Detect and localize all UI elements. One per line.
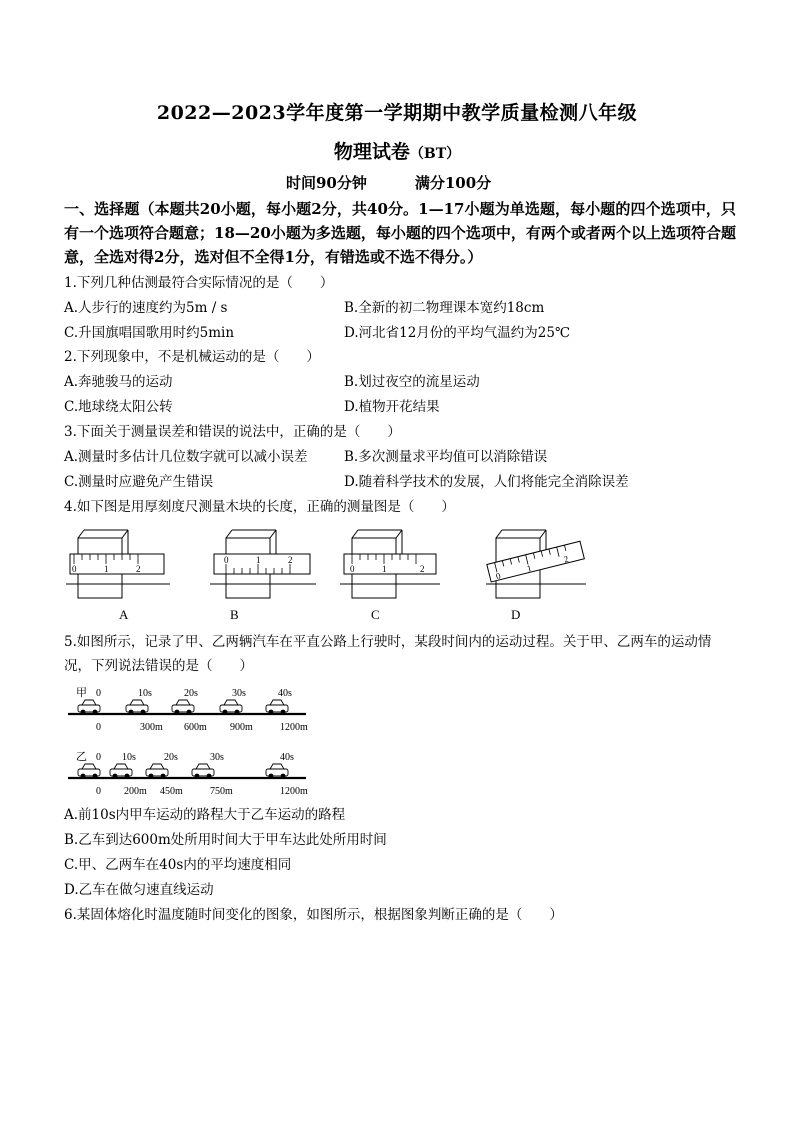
- exam-subtitle: [0, 137, 794, 164]
- jia-car-10: [126, 700, 148, 714]
- jia-time-0: 0: [96, 688, 101, 699]
- q2-option-d: D.植物开花结果: [344, 399, 440, 415]
- question-4-stem: 4.如下图是用厚刻度尺测量木块的长度，正确的测量图是（ ）: [64, 499, 455, 515]
- q3-option-d: D.随着科学技术的发展，人们将能完全消除误差: [344, 474, 629, 490]
- yi-car-0: [78, 764, 100, 778]
- yi-car-30: [192, 764, 214, 778]
- section-instructions: 一、选择题（本题共20小题，每小题2分，共40分。1—17小题为单选题，每小题的四个选项中，只有一个选项符合题意；18—20小题为多选题，每小题的四个选项中，有两个或者两个以上选项符合题意，全选对得2分，选对但不全得1分，有错选或不选不得分。）: [64, 200, 736, 266]
- jia-time-10: 10s: [138, 688, 152, 699]
- ruler-a-tick-1: 1: [104, 564, 109, 574]
- q5-option-b: B.乙车到达600m处所用时间大于甲车达此处所用时间: [64, 832, 387, 848]
- yi-time-20: 20s: [164, 752, 178, 763]
- ruler-a-tick-2: 2: [136, 564, 141, 574]
- yi-car-20: [146, 764, 168, 778]
- q3-option-a: A.测量时多估计几位数字就可以减小误差: [64, 449, 308, 465]
- ruler-figure-b: [210, 530, 316, 598]
- yi-time-40: 40s: [280, 752, 294, 763]
- jia-dist-600: 600m: [184, 722, 207, 733]
- ruler-figure-d: [486, 530, 586, 598]
- yi-time-30: 30s: [210, 752, 224, 763]
- jia-dist-0: 0: [96, 722, 101, 733]
- yi-time-10: 10s: [122, 752, 136, 763]
- jia-car-20: [172, 700, 194, 714]
- exam-title: 2022—2023学年度第一学期期中教学质量检测八年级: [156, 102, 638, 124]
- yi-dist-750: 750m: [210, 786, 233, 797]
- yi-car-10: [110, 764, 132, 778]
- jia-label: 甲: [76, 687, 87, 699]
- ruler-a-tick-0: 0: [72, 564, 77, 574]
- ruler-d-tick-0: 0: [494, 570, 502, 582]
- yi-time-0: 0: [96, 752, 101, 763]
- exam-score: 满分100分: [414, 174, 492, 192]
- yi-dist-450: 450m: [160, 786, 183, 797]
- q2-option-b: B.划过夜空的流星运动: [344, 374, 480, 390]
- figure-label-b: B: [230, 607, 239, 622]
- car-motion-figure: [60, 682, 330, 800]
- q5-option-c: C.甲、乙两车在40s内的平均速度相同: [64, 857, 292, 873]
- ruler-figure-c: [340, 530, 440, 598]
- question-2-stem: 2.下列现象中，不是机械运动的是（ ）: [64, 349, 320, 365]
- question-5-stem-line2: 况，下列说法错误的是（ ）: [64, 658, 253, 674]
- q5-option-d: D.乙车在做匀速直线运动: [64, 882, 214, 898]
- subject-tag: （BT）: [409, 146, 461, 162]
- q5-option-a: A.前10s内甲车运动的路程大于乙车运动的路程: [64, 807, 346, 823]
- question-6-stem: 6.某固体熔化时温度随时间变化的图象，如图所示，根据图象判断正确的是（ ）: [64, 907, 563, 923]
- q2-option-a: A.奔驰骏马的运动: [64, 374, 173, 390]
- ruler-c-tick-1: 1: [382, 564, 387, 574]
- yi-car-40: [266, 764, 288, 778]
- yi-dist-0: 0: [96, 786, 101, 797]
- jia-car-40: [266, 700, 288, 714]
- jia-time-20: 20s: [184, 688, 198, 699]
- ruler-figure-a: [66, 530, 170, 598]
- ruler-b-tick-2: 2: [288, 555, 293, 565]
- q3-option-b: B.多次测量求平均值可以消除错误: [344, 449, 548, 465]
- ruler-figures: [0, 524, 794, 604]
- q2-option-c: C.地球绕太阳公转: [64, 399, 173, 415]
- ruler-c-tick-0: 0: [350, 564, 355, 574]
- ruler-b-tick-0: 0: [224, 555, 229, 565]
- figure-label-c: C: [371, 607, 380, 622]
- exam-time: 时间90分钟: [286, 174, 367, 192]
- yi-dist-200: 200m: [124, 786, 147, 797]
- question-5-stem-line1: 5.如图所示，记录了甲、乙两辆汽车在平直公路上行驶时，某段时间内的运动过程。关于甲、乙两车的运动情: [64, 634, 712, 650]
- figure-label-a: A: [119, 607, 129, 622]
- q1-option-a: A.人步行的速度约为5m / s: [64, 300, 228, 316]
- question-1-stem: 1.下列几种估测最符合实际情况的是（ ）: [64, 275, 334, 291]
- q1-option-c: C.升国旗唱国歌用时约5min: [64, 325, 235, 341]
- jia-dist-900: 900m: [230, 722, 253, 733]
- jia-car-0: [78, 700, 100, 714]
- subject-name: 物理试卷: [333, 141, 410, 163]
- jia-time-30: 30s: [232, 688, 246, 699]
- ruler-d-tick-1: 1: [525, 562, 533, 574]
- q3-option-c: C.测量时应避免产生错误: [64, 474, 214, 490]
- ruler-c-tick-2: 2: [420, 564, 425, 574]
- yi-dist-1200: 1200m: [280, 786, 308, 797]
- figure-label-d: D: [511, 607, 521, 622]
- yi-label: 乙: [76, 751, 87, 763]
- ruler-d-tick-2: 2: [562, 553, 570, 565]
- ruler-b-tick-1: 1: [256, 555, 261, 565]
- q1-option-d: D.河北省12月份的平均气温约为25℃: [344, 325, 571, 341]
- question-3-stem: 3.下面关于测量误差和错误的说法中，正确的是（ ）: [64, 424, 401, 440]
- jia-time-40: 40s: [278, 688, 292, 699]
- jia-dist-300: 300m: [140, 722, 163, 733]
- jia-dist-1200: 1200m: [280, 722, 308, 733]
- exam-time-score: [286, 172, 491, 193]
- jia-car-30: [220, 700, 242, 714]
- q1-option-b: B.全新的初二物理课本宽约18cm: [344, 300, 545, 316]
